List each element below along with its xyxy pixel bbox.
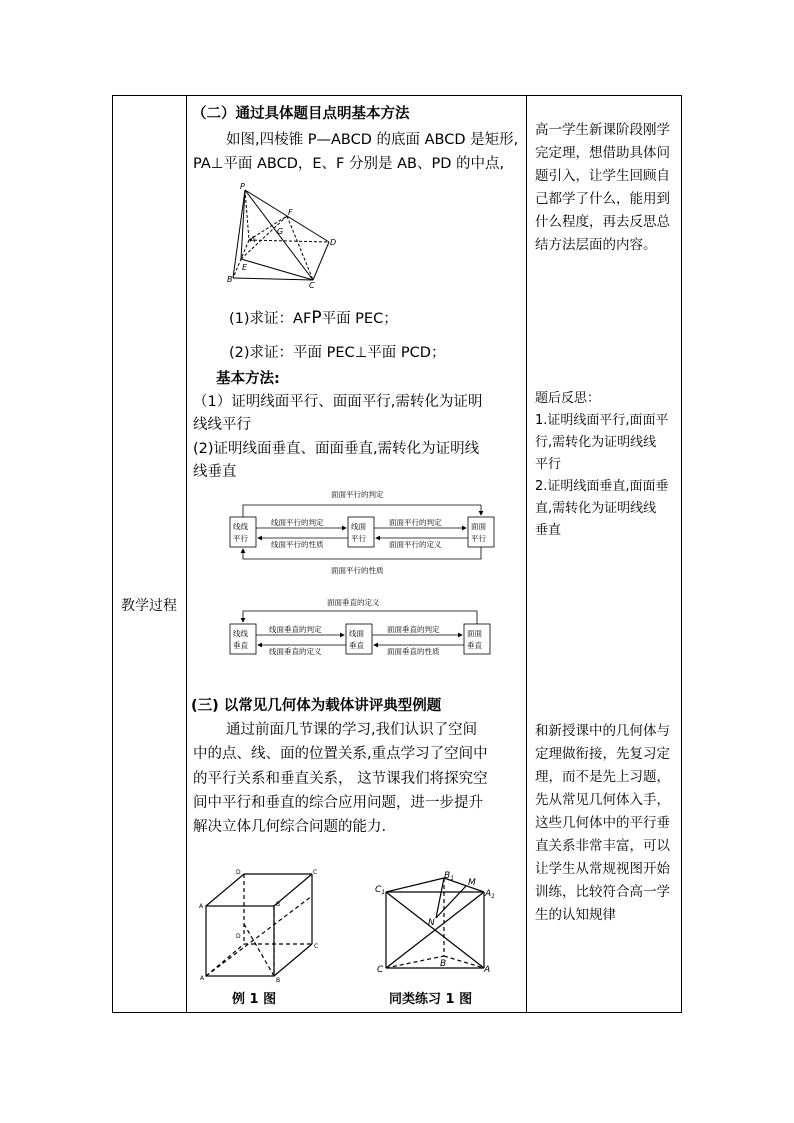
parallel-box2-line1: 线面 [351, 522, 366, 531]
note1-line: 什么程度，再去反思总 [535, 214, 670, 230]
cube-label-c1: C [313, 869, 318, 876]
prism-b1-sub: 1 [450, 875, 455, 882]
section3-line-1: 通过前面几节课的学习,我们认识了空间 [226, 722, 478, 738]
perpendicular-relation-diagram [227, 597, 499, 659]
note-1 [535, 119, 670, 257]
note-2 [535, 388, 669, 542]
note3-line: 直关系非常丰富，可以 [535, 838, 670, 854]
perp-arrow2-bottom: 面面垂直的性质 [387, 647, 440, 656]
method-title: 基本方法: [216, 371, 280, 387]
pyramid-label-p: P [240, 182, 245, 191]
note-3 [535, 720, 670, 927]
pyramid-label-a: A [250, 235, 256, 244]
caption-example: 例 1 图 [232, 992, 277, 1007]
prism-a1-letter: A [485, 889, 492, 899]
caption-practice: 同类练习 1 图 [389, 992, 473, 1007]
prism-figure [374, 868, 500, 978]
row-label: 教学过程 [121, 598, 177, 614]
note1-line: 完定理，想借助具体问 [535, 145, 670, 161]
section3-line-4: 间中平行和垂直的综合应用问题，进一步提升 [193, 795, 483, 811]
pyramid-label-e: E [242, 263, 248, 272]
table-divider-1 [186, 95, 187, 1013]
note3-line: 和新授课中的几何体与 [535, 723, 670, 739]
pyramid-label-d: D [330, 238, 337, 247]
parallel-box3-line1: 面面 [471, 522, 486, 531]
prism-label-m: M [468, 878, 476, 888]
note3-line: 生的认知规律 [535, 907, 616, 923]
note3-line: 理，而不是先上习题， [535, 769, 670, 785]
cube-label-a1: A [199, 903, 204, 910]
method2-line1: (2)证明线面垂直、面面垂直,需转化为证明线 [193, 441, 480, 457]
prism-label-b: B [440, 959, 447, 969]
note3-line: 定理做衔接，先复习定 [535, 746, 670, 762]
cube-label-d1: D [236, 869, 241, 876]
perp-arrow2-top: 面面垂直的判定 [387, 625, 440, 634]
prism-label-a: A [484, 965, 491, 975]
section3-heading: (三) 以常见几何体为载体讲评典型例题 [191, 698, 442, 714]
table-border-right [681, 95, 682, 1013]
prism-label-c1 [375, 885, 385, 896]
note2-line: 直,需转化为证明线线 [535, 501, 657, 516]
parallel-box2-line2: 平行 [351, 534, 366, 543]
prism-label-n: N [428, 918, 435, 928]
pyramid-label-g: G [277, 227, 284, 236]
parallel-arrow1-bottom: 线面平行的性质 [271, 540, 324, 549]
parallel-box3-line2: 平行 [471, 534, 486, 543]
note2-line: 行,需转化为证明线线 [535, 435, 657, 450]
question-1-symbol: P [311, 308, 322, 328]
cube-label-b: B [276, 977, 281, 984]
note2-line: 平行 [535, 457, 562, 472]
table-border-bottom [112, 1012, 682, 1013]
note2-line: 2.证明线面垂直,面面垂 [535, 479, 669, 494]
cube-label-d: D [236, 933, 241, 940]
note1-line: 高一学生新课阶段刚学 [535, 122, 670, 138]
perp-arrow1-bottom: 线面垂直的定义 [269, 647, 322, 656]
section2-heading: （二）通过具体题目点明基本方法 [192, 106, 410, 122]
question-1-text: (1)求证：AF [229, 311, 312, 327]
perp-box3-line2: 垂直 [467, 641, 482, 650]
parallel-top-label: 面面平行的判定 [331, 490, 384, 499]
perp-top-label: 面面垂直的定义 [327, 598, 380, 607]
question-2: (2)求证：平面 PEC⊥平面 PCD； [229, 345, 446, 361]
parallel-bottom-label: 面面平行的性质 [331, 566, 384, 575]
note1-line: 结方法层面的内容。 [535, 237, 657, 253]
prism-c1-letter: C [375, 885, 382, 895]
cube-label-b1: B [276, 901, 281, 908]
perp-box1-line1: 线线 [233, 629, 248, 638]
perp-box3-line1: 面面 [467, 629, 482, 638]
perp-box2-line2: 垂直 [349, 641, 364, 650]
perp-box1-line2: 垂直 [233, 641, 248, 650]
cube-label-a: A [200, 975, 205, 982]
note3-line: 这些几何体中的平行垂 [535, 815, 670, 831]
cube-label-c: C [314, 943, 319, 950]
note3-line: 先从常见几何体入手， [535, 792, 670, 808]
question-1-rest: 平面 PEC； [321, 311, 398, 327]
problem-line-2: PA⊥平面 ABCD，E、F 分别是 AB、PD 的中点, [193, 156, 505, 172]
table-border-top [112, 95, 682, 96]
pyramid-label-b: B [227, 275, 233, 284]
prism-a1-sub: 1 [491, 893, 495, 900]
prism-label-a1 [484, 889, 495, 900]
section3-line-3: 的平行关系和垂直关系， 这节课我们将探究空 [193, 771, 488, 787]
note3-line: 训练，比较符合高一学 [535, 884, 670, 900]
parallel-arrow1-top: 线面平行的判定 [271, 518, 324, 527]
prism-label-c: C [377, 965, 384, 975]
note1-line: 题引入，让学生回顾自 [535, 168, 670, 184]
note2-line: 垂直 [535, 523, 562, 538]
parallel-box1-line2: 平行 [233, 534, 248, 543]
pyramid-figure [225, 182, 345, 290]
perp-box2-line1: 线面 [349, 629, 364, 638]
note2-line: 1.证明线面平行,面面平 [535, 413, 669, 428]
section3-line-2: 中的点、线、面的位置关系,重点学习了空间中 [193, 746, 488, 762]
parallel-arrow2-bottom: 面面平行的定义 [389, 540, 442, 549]
table-divider-2 [526, 95, 527, 1013]
method1-line2: 线线平行 [193, 417, 251, 433]
note3-line: 让学生从常规视图开始 [535, 861, 670, 877]
parallel-box1-line1: 线线 [233, 522, 248, 531]
note2-line: 题后反思： [535, 391, 601, 406]
prism-c1-sub: 1 [381, 889, 386, 896]
parallel-arrow2-top: 面面平行的判定 [389, 518, 442, 527]
cube-figure [196, 866, 326, 986]
problem-line-1: 如图,四棱锥 P—ABCD 的底面 ABCD 是矩形, [226, 132, 519, 148]
question-1 [229, 306, 398, 331]
pyramid-label-c: C [309, 281, 315, 290]
parallel-relation-diagram [227, 488, 499, 580]
note1-line: 己都学了什么，能用到 [535, 191, 670, 207]
method1-line1: （1）证明线面平行、面面平行,需转化为证明 [193, 394, 483, 410]
perp-arrow1-top: 线面垂直的判定 [269, 625, 322, 634]
pyramid-label-f: F [288, 208, 293, 217]
table-border-left [112, 95, 113, 1013]
prism-label-b1 [444, 871, 454, 882]
section3-line-5: 解决立体几何综合问题的能力. [193, 819, 387, 835]
method2-line2: 线垂直 [193, 464, 237, 480]
prism-b1-letter: B [444, 871, 451, 881]
